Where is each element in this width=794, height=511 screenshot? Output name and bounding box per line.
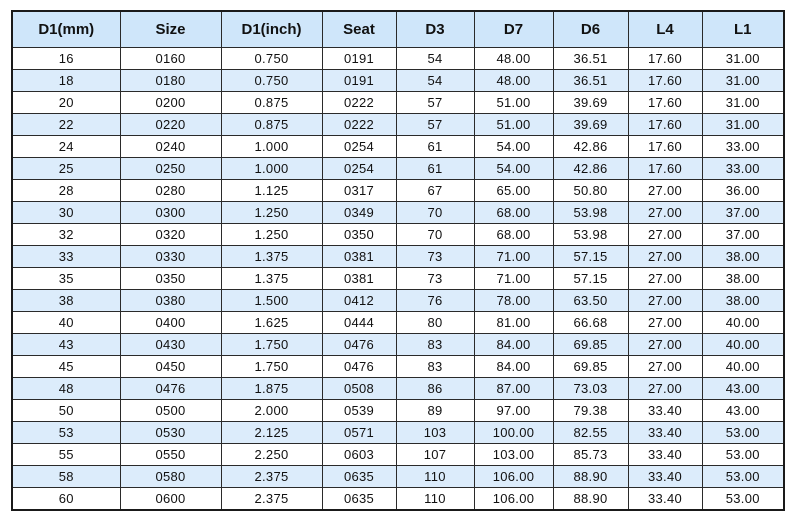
table-cell: 17.60 [628, 158, 702, 180]
table-cell: 1.250 [221, 224, 322, 246]
table-row [12, 136, 784, 158]
table-cell: 2.250 [221, 444, 322, 466]
table-cell: 0476 [322, 356, 396, 378]
table-cell: 33.40 [628, 466, 702, 488]
table-cell: 1.000 [221, 158, 322, 180]
table-cell: 36.51 [553, 70, 628, 92]
table-row [12, 70, 784, 92]
table-cell: 38.00 [702, 290, 784, 312]
table-cell: 110 [396, 488, 474, 511]
table-cell: 42.86 [553, 136, 628, 158]
table-cell: 88.90 [553, 488, 628, 511]
table-cell: 2.125 [221, 422, 322, 444]
table-row [12, 290, 784, 312]
table-cell: 60 [12, 488, 120, 511]
table-cell: 0500 [120, 400, 221, 422]
table-cell: 43.00 [702, 400, 784, 422]
table-cell: 53.00 [702, 488, 784, 511]
table-cell: 0.750 [221, 48, 322, 70]
column-header: Seat [322, 11, 396, 48]
table-row [12, 224, 784, 246]
table-cell: 30 [12, 202, 120, 224]
table-cell: 32 [12, 224, 120, 246]
table-cell: 53.00 [702, 466, 784, 488]
table-cell: 27.00 [628, 334, 702, 356]
table-cell: 73.03 [553, 378, 628, 400]
table-row [12, 378, 784, 400]
table-cell: 63.50 [553, 290, 628, 312]
table-cell: 106.00 [474, 488, 553, 511]
table-cell: 103.00 [474, 444, 553, 466]
table-cell: 68.00 [474, 202, 553, 224]
table-cell: 42.86 [553, 158, 628, 180]
table-cell: 0191 [322, 70, 396, 92]
table-cell: 58 [12, 466, 120, 488]
table-cell: 84.00 [474, 334, 553, 356]
table-cell: 1.750 [221, 334, 322, 356]
table-cell: 0550 [120, 444, 221, 466]
table-row [12, 334, 784, 356]
table-cell: 27.00 [628, 246, 702, 268]
table-cell: 27.00 [628, 378, 702, 400]
table-cell: 0430 [120, 334, 221, 356]
table-cell: 27.00 [628, 290, 702, 312]
table-cell: 17.60 [628, 70, 702, 92]
table-cell: 40 [12, 312, 120, 334]
table-cell: 31.00 [702, 48, 784, 70]
table-cell: 31.00 [702, 114, 784, 136]
table-cell: 0.750 [221, 70, 322, 92]
table-cell: 54 [396, 70, 474, 92]
table-cell: 0381 [322, 246, 396, 268]
table-cell: 61 [396, 158, 474, 180]
table-cell: 84.00 [474, 356, 553, 378]
table-cell: 0220 [120, 114, 221, 136]
table-cell: 0571 [322, 422, 396, 444]
table-row [12, 356, 784, 378]
table-cell: 83 [396, 356, 474, 378]
table-cell: 73 [396, 246, 474, 268]
table-cell: 0300 [120, 202, 221, 224]
table-cell: 0530 [120, 422, 221, 444]
table-cell: 0222 [322, 92, 396, 114]
table-cell: 85.73 [553, 444, 628, 466]
table-cell: 0635 [322, 466, 396, 488]
table-cell: 17.60 [628, 92, 702, 114]
table-cell: 65.00 [474, 180, 553, 202]
table-row [12, 92, 784, 114]
table-cell: 1.375 [221, 246, 322, 268]
table-cell: 86 [396, 378, 474, 400]
table-cell: 17.60 [628, 136, 702, 158]
table-cell: 48.00 [474, 48, 553, 70]
table-cell: 1.000 [221, 136, 322, 158]
table-cell: 50 [12, 400, 120, 422]
table-cell: 53.00 [702, 444, 784, 466]
table-cell: 87.00 [474, 378, 553, 400]
table-cell: 0450 [120, 356, 221, 378]
table-row [12, 114, 784, 136]
table-cell: 0380 [120, 290, 221, 312]
table-cell: 43 [12, 334, 120, 356]
column-header: D3 [396, 11, 474, 48]
table-cell: 54.00 [474, 158, 553, 180]
table-cell: 0350 [120, 268, 221, 290]
table-cell: 33.00 [702, 136, 784, 158]
table-cell: 33.40 [628, 488, 702, 511]
table-cell: 110 [396, 466, 474, 488]
table-cell: 25 [12, 158, 120, 180]
table-cell: 57 [396, 114, 474, 136]
table-cell: 71.00 [474, 268, 553, 290]
table-cell: 33.40 [628, 422, 702, 444]
table-row [12, 268, 784, 290]
dimension-spec-table [11, 10, 785, 511]
table-cell: 37.00 [702, 202, 784, 224]
table-cell: 38 [12, 290, 120, 312]
table-cell: 55 [12, 444, 120, 466]
table-cell: 66.68 [553, 312, 628, 334]
table-cell: 83 [396, 334, 474, 356]
table-row [12, 422, 784, 444]
table-cell: 0250 [120, 158, 221, 180]
spec-table-container [11, 10, 783, 506]
table-cell: 0508 [322, 378, 396, 400]
table-cell: 1.875 [221, 378, 322, 400]
table-cell: 0412 [322, 290, 396, 312]
table-row [12, 48, 784, 70]
table-cell: 17.60 [628, 48, 702, 70]
table-cell: 31.00 [702, 70, 784, 92]
table-cell: 53 [12, 422, 120, 444]
table-cell: 2.375 [221, 488, 322, 511]
table-cell: 17.60 [628, 114, 702, 136]
table-cell: 16 [12, 48, 120, 70]
table-row [12, 246, 784, 268]
table-cell: 53.98 [553, 202, 628, 224]
table-cell: 50.80 [553, 180, 628, 202]
table-cell: 33.40 [628, 444, 702, 466]
table-cell: 0200 [120, 92, 221, 114]
table-cell: 0350 [322, 224, 396, 246]
table-cell: 40.00 [702, 334, 784, 356]
table-cell: 27.00 [628, 224, 702, 246]
column-header: D6 [553, 11, 628, 48]
table-cell: 0191 [322, 48, 396, 70]
table-cell: 1.375 [221, 268, 322, 290]
table-cell: 40.00 [702, 356, 784, 378]
table-cell: 27.00 [628, 202, 702, 224]
table-cell: 24 [12, 136, 120, 158]
table-cell: 0476 [322, 334, 396, 356]
table-cell: 2.000 [221, 400, 322, 422]
table-cell: 33 [12, 246, 120, 268]
table-cell: 68.00 [474, 224, 553, 246]
column-header: Size [120, 11, 221, 48]
table-cell: 0240 [120, 136, 221, 158]
table-row [12, 180, 784, 202]
table-cell: 69.85 [553, 334, 628, 356]
table-cell: 0349 [322, 202, 396, 224]
table-cell: 106.00 [474, 466, 553, 488]
table-cell: 73 [396, 268, 474, 290]
table-cell: 53.00 [702, 422, 784, 444]
column-header: L1 [702, 11, 784, 48]
table-cell: 76 [396, 290, 474, 312]
table-cell: 57.15 [553, 246, 628, 268]
table-cell: 48.00 [474, 70, 553, 92]
table-cell: 0317 [322, 180, 396, 202]
table-cell: 0476 [120, 378, 221, 400]
table-row [12, 312, 784, 334]
table-cell: 54 [396, 48, 474, 70]
table-cell: 0635 [322, 488, 396, 511]
table-cell: 27.00 [628, 356, 702, 378]
table-header [12, 11, 784, 48]
table-cell: 36.00 [702, 180, 784, 202]
table-cell: 43.00 [702, 378, 784, 400]
table-row [12, 488, 784, 511]
table-cell: 0600 [120, 488, 221, 511]
table-cell: 1.125 [221, 180, 322, 202]
table-cell: 0320 [120, 224, 221, 246]
table-cell: 38.00 [702, 268, 784, 290]
table-cell: 78.00 [474, 290, 553, 312]
table-cell: 57.15 [553, 268, 628, 290]
table-cell: 0400 [120, 312, 221, 334]
table-cell: 20 [12, 92, 120, 114]
table-cell: 39.69 [553, 114, 628, 136]
table-cell: 18 [12, 70, 120, 92]
table-cell: 0.875 [221, 114, 322, 136]
header-row [12, 11, 784, 48]
table-cell: 36.51 [553, 48, 628, 70]
table-cell: 0381 [322, 268, 396, 290]
table-cell: 48 [12, 378, 120, 400]
table-cell: 37.00 [702, 224, 784, 246]
table-cell: 1.250 [221, 202, 322, 224]
table-cell: 33.00 [702, 158, 784, 180]
column-header: D7 [474, 11, 553, 48]
table-cell: 70 [396, 224, 474, 246]
table-row [12, 466, 784, 488]
table-cell: 53.98 [553, 224, 628, 246]
table-cell: 2.375 [221, 466, 322, 488]
table-cell: 33.40 [628, 400, 702, 422]
table-cell: 70 [396, 202, 474, 224]
column-header: L4 [628, 11, 702, 48]
table-cell: 38.00 [702, 246, 784, 268]
column-header: D1(inch) [221, 11, 322, 48]
table-cell: 69.85 [553, 356, 628, 378]
table-cell: 45 [12, 356, 120, 378]
table-cell: 31.00 [702, 92, 784, 114]
table-cell: 82.55 [553, 422, 628, 444]
table-cell: 0160 [120, 48, 221, 70]
table-cell: 0444 [322, 312, 396, 334]
table-cell: 0603 [322, 444, 396, 466]
table-cell: 39.69 [553, 92, 628, 114]
table-cell: 103 [396, 422, 474, 444]
table-body [12, 48, 784, 511]
table-cell: 107 [396, 444, 474, 466]
table-cell: 88.90 [553, 466, 628, 488]
table-cell: 27.00 [628, 180, 702, 202]
table-cell: 0580 [120, 466, 221, 488]
table-cell: 27.00 [628, 268, 702, 290]
table-row [12, 400, 784, 422]
table-cell: 97.00 [474, 400, 553, 422]
table-cell: 80 [396, 312, 474, 334]
table-cell: 0254 [322, 158, 396, 180]
table-cell: 67 [396, 180, 474, 202]
table-cell: 28 [12, 180, 120, 202]
table-cell: 1.625 [221, 312, 322, 334]
table-cell: 0254 [322, 136, 396, 158]
table-cell: 100.00 [474, 422, 553, 444]
table-cell: 0280 [120, 180, 221, 202]
table-cell: 0180 [120, 70, 221, 92]
table-cell: 51.00 [474, 114, 553, 136]
table-cell: 71.00 [474, 246, 553, 268]
table-cell: 1.750 [221, 356, 322, 378]
table-cell: 54.00 [474, 136, 553, 158]
table-cell: 79.38 [553, 400, 628, 422]
table-cell: 22 [12, 114, 120, 136]
table-cell: 89 [396, 400, 474, 422]
table-cell: 0222 [322, 114, 396, 136]
column-header: D1(mm) [12, 11, 120, 48]
table-cell: 0539 [322, 400, 396, 422]
table-cell: 51.00 [474, 92, 553, 114]
table-cell: 1.500 [221, 290, 322, 312]
table-cell: 61 [396, 136, 474, 158]
table-cell: 0.875 [221, 92, 322, 114]
table-cell: 57 [396, 92, 474, 114]
table-row [12, 444, 784, 466]
table-cell: 27.00 [628, 312, 702, 334]
table-row [12, 202, 784, 224]
table-row [12, 158, 784, 180]
table-cell: 0330 [120, 246, 221, 268]
table-cell: 35 [12, 268, 120, 290]
table-cell: 40.00 [702, 312, 784, 334]
table-cell: 81.00 [474, 312, 553, 334]
